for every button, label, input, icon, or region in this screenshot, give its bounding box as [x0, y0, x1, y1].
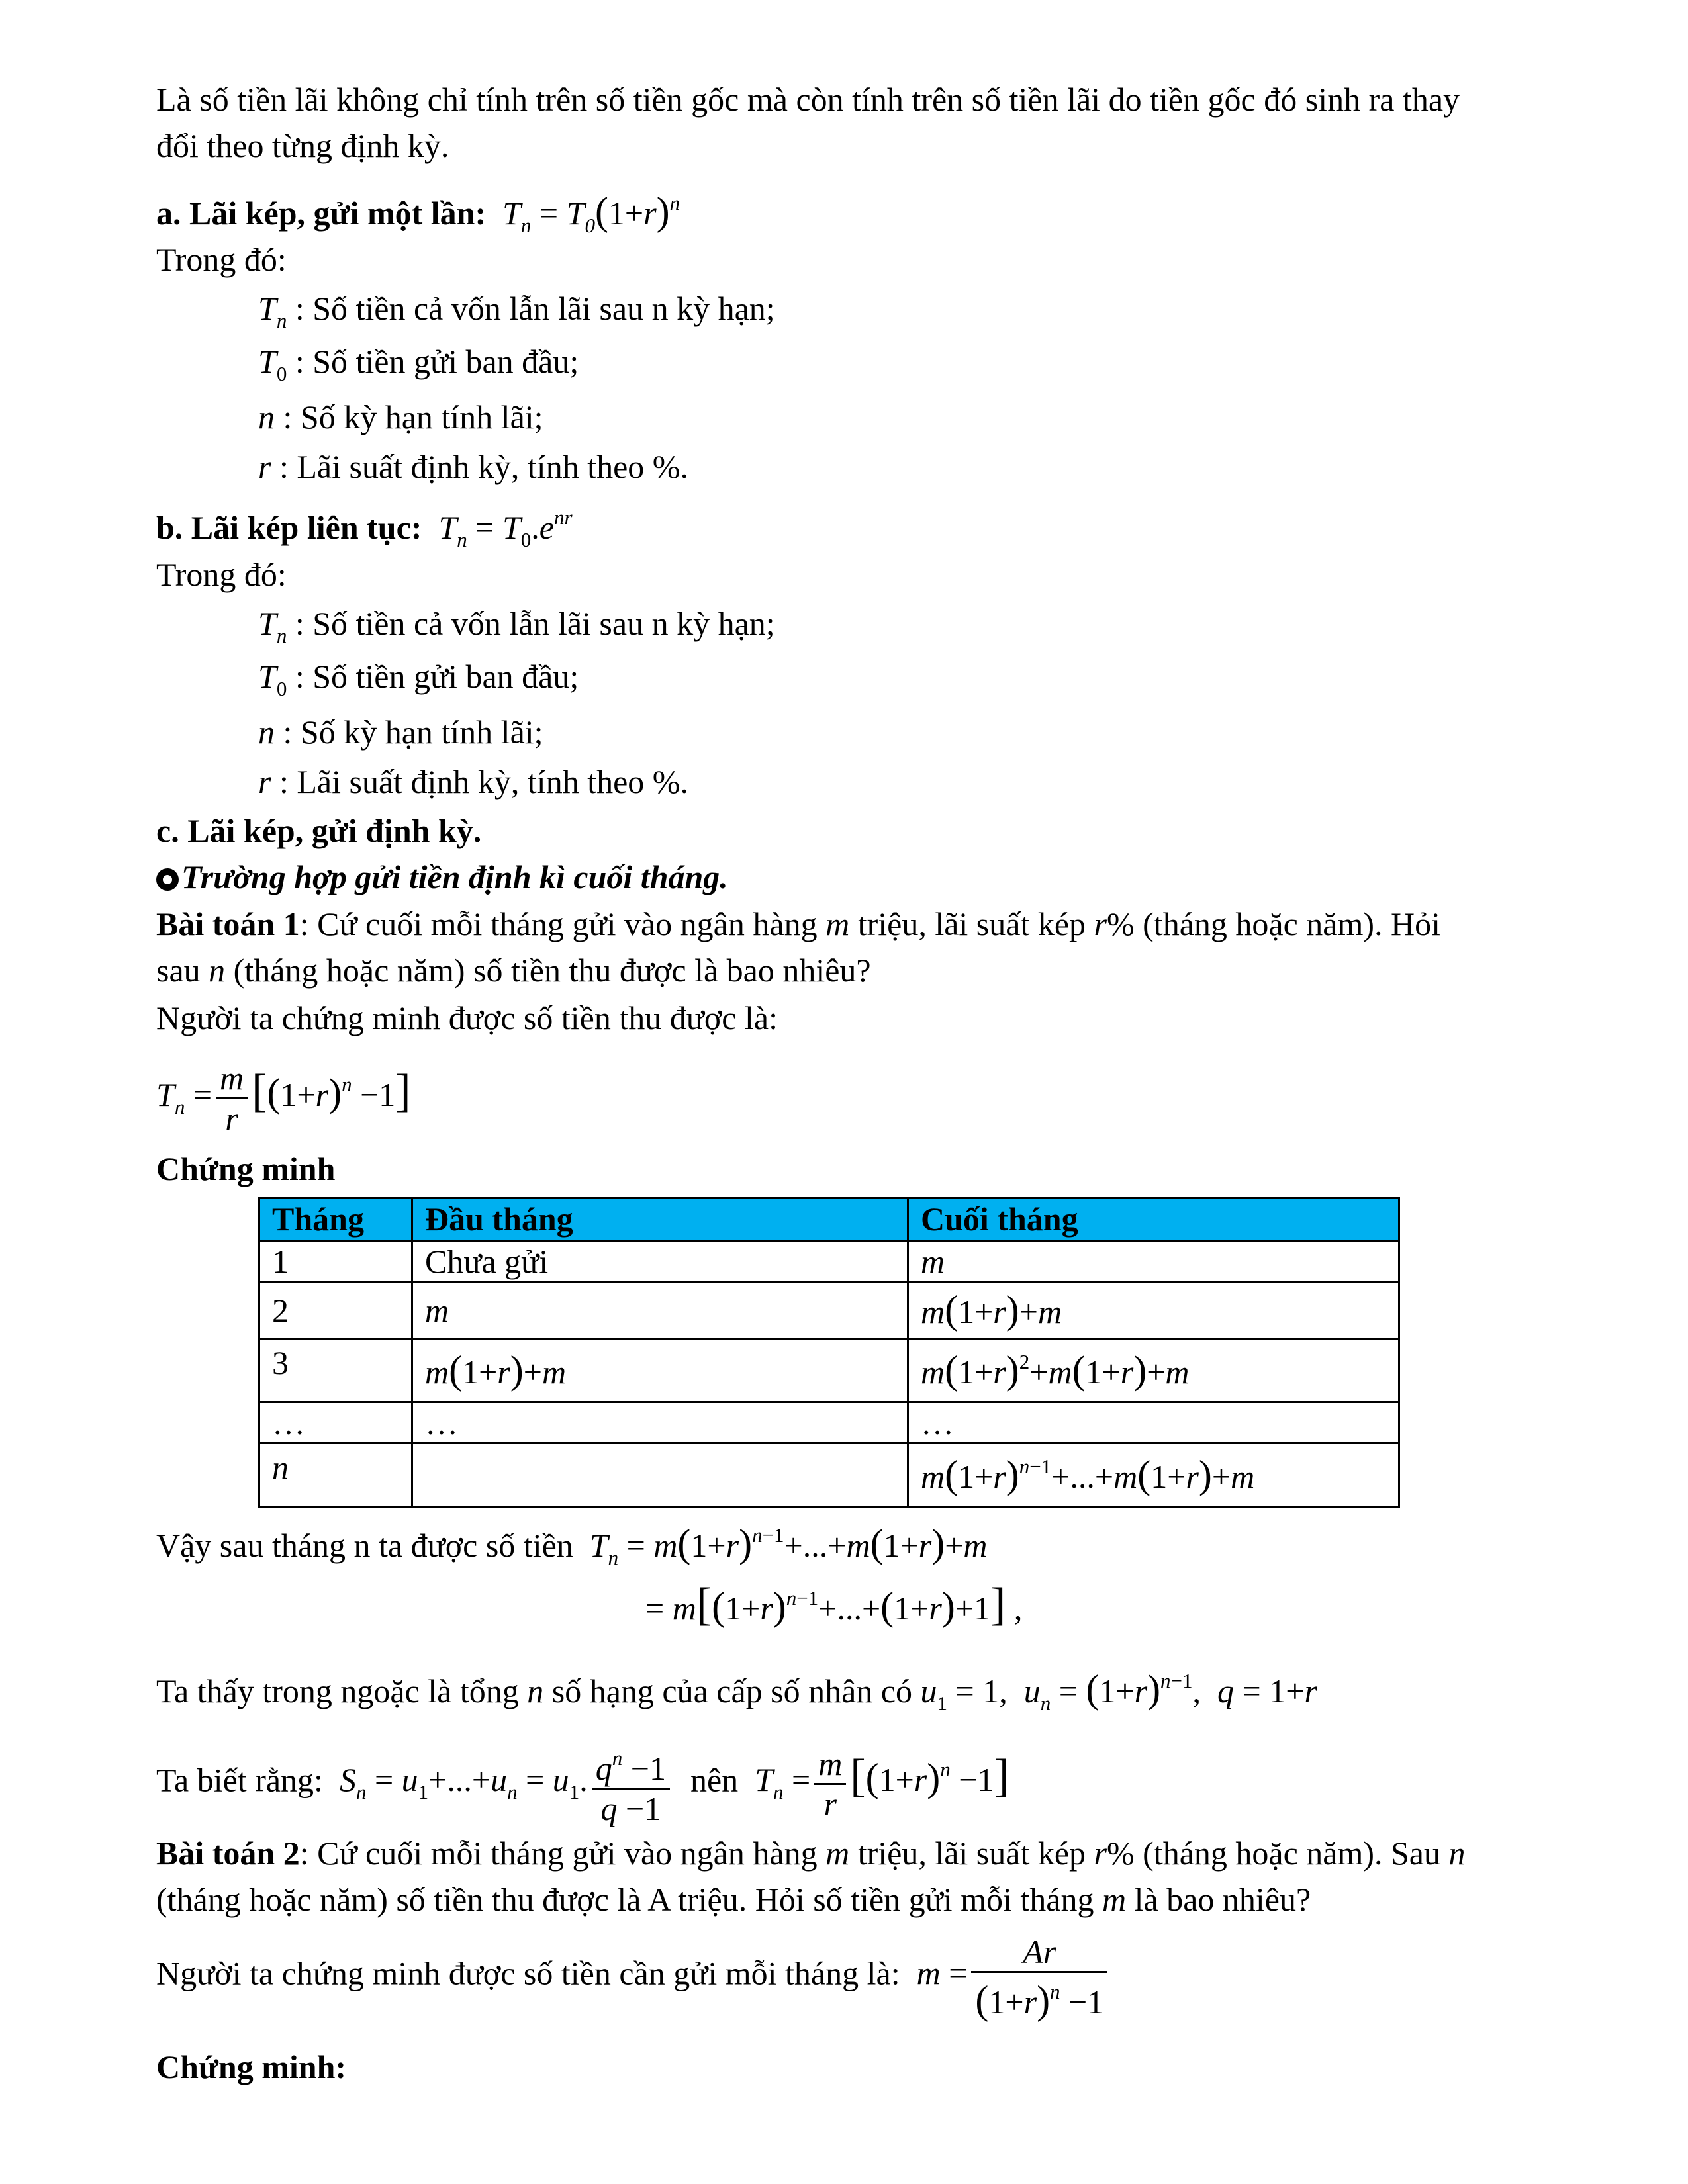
bai1-formula: $T_n$ = $\frac{m}{r}$ $[(1+r)^n -1]$: [156, 1060, 411, 1137]
table-cell: m(1+r)+m: [412, 1339, 908, 1402]
bai2-proof-heading: Chứng minh:: [156, 2048, 347, 2085]
bai1-proof-heading: Chứng minh: [156, 1150, 336, 1187]
bai2-label: Bài toán 2: [156, 1835, 300, 1872]
section-b-formula: $T_n = T_0.e^{nr}$: [430, 506, 573, 551]
table-cell: Chưa gửi: [412, 1241, 908, 1282]
intro-line-2: đổi theo từng định kỳ.: [156, 127, 449, 164]
section-a-def-t0: $T_0$ : Số tiền gửi ban đầu;: [258, 343, 579, 385]
section-b-def-t0: $T_0$ : Số tiền gửi ban đầu;: [258, 658, 579, 700]
table-cell: …: [259, 1402, 412, 1443]
intro-line-1: Là số tiền lãi không chỉ tính trên số tiền gốc mà còn tính trên số tiền lãi do tiền gốc đó sinh ra thay: [156, 81, 1460, 118]
section-b-heading: b. Lãi kép liên tục: [156, 509, 411, 546]
proof-table: [258, 1197, 1400, 1508]
section-c-case-line: [156, 857, 728, 897]
table-cell: [412, 1443, 908, 1507]
section-b-trong-do: Trong đó:: [156, 556, 287, 593]
bai2-claim: Người ta chứng minh được số tiền cần gửi mỗi tháng là:: [156, 1954, 900, 1992]
section-a-heading: a. Lãi kép, gửi một lần: [156, 195, 475, 232]
table-cell: m(1+r)+m: [908, 1282, 1399, 1339]
section-a-heading-line: a. Lãi kép, gửi một lần: $T_n = T_0(1+r)^n$: [156, 189, 680, 237]
bai1-claim: Người ta chứng minh được số tiền thu được là:: [156, 999, 778, 1036]
table-cell: 2: [259, 1282, 412, 1339]
section-a-def-n: n : Số kỳ hạn tính lãi;: [258, 398, 543, 435]
bai2-line-2: (tháng hoặc năm) số tiền thu được là A triệu. Hỏi số tiền gửi mỗi tháng m là bao nhiêu?: [156, 1881, 1311, 1918]
table-cell: 3: [259, 1339, 412, 1402]
derivation-ta-thay: Ta thấy trong ngoặc là tổng n số hạng của cấp số nhân có $u_1 = 1$, $u_n = (1+r)^{n-1}$, q = 1+r: [156, 1667, 1317, 1715]
table-cell: m: [908, 1241, 1399, 1282]
section-a-def-r: r : Lãi suất định kỳ, tính theo %.: [258, 448, 688, 485]
section-b-def-r: r : Lãi suất định kỳ, tính theo %.: [258, 763, 688, 800]
bai2-line-1: Bài toán 2: Cứ cuối mỗi tháng gửi vào ngân hàng m triệu, lãi suất kép r% (tháng hoặc năm). Sau n: [156, 1835, 1466, 1872]
table-row: [259, 1443, 1399, 1507]
table-row: [259, 1282, 1399, 1339]
section-a-formula: $T_n = T_0(1+r)^n$: [494, 189, 680, 237]
section-b-def-tn: $T_n$ : Số tiền cả vốn lẫn lãi sau n kỳ hạn;: [258, 605, 775, 647]
table-cell: n: [259, 1443, 412, 1507]
table-cell: $m(1+r)^{n-1}+...+m(1+r)+m$: [908, 1443, 1399, 1507]
derivation-bracket: = $m[(1+r)^{n-1}+...+(1+r)+1]$ ,: [645, 1579, 1023, 1630]
table-cell: $m(1+r)^2+m(1+r)+m$: [908, 1339, 1399, 1402]
section-a-def-tn: $T_n$ : Số tiền cả vốn lẫn lãi sau n kỳ hạn;: [258, 290, 775, 332]
table-cell: m: [412, 1282, 908, 1339]
section-c-case: Trường hợp gửi tiền định kì cuối tháng.: [181, 858, 728, 895]
table-header-cuoi-thang: Cuối tháng: [908, 1198, 1399, 1241]
section-b-heading-line: b. Lãi kép liên tục: $T_n = T_0.e^{nr}$: [156, 506, 573, 551]
derivation-ta-biet: Ta biết rằng: $S_n = u_1+...+u_n = u_1$. $\frac{q^n -1}{q -1}$ nên $T_n$ = $\frac{m}{r}$ $[(1+r)^n -1]$: [156, 1745, 1009, 1827]
table-cell: …: [908, 1402, 1399, 1443]
table-row: [259, 1241, 1399, 1282]
table-header-dau-thang: Đầu tháng: [412, 1198, 908, 1241]
table-cell: …: [412, 1402, 908, 1443]
section-b-def-n: n : Số kỳ hạn tính lãi;: [258, 713, 543, 751]
section-a-trong-do: Trong đó:: [156, 241, 287, 278]
section-c-heading: c. Lãi kép, gửi định kỳ.: [156, 812, 482, 849]
bai1-line-1: Bài toán 1: Cứ cuối mỗi tháng gửi vào ngân hàng m triệu, lãi suất kép r% (tháng hoặc năm). Hỏi: [156, 905, 1441, 942]
table-row: [259, 1339, 1399, 1402]
table-cell: 1: [259, 1241, 412, 1282]
bai1-line-2: sau n (tháng hoặc năm) số tiền thu được là bao nhiêu?: [156, 952, 871, 989]
table-header-thang: Tháng: [259, 1198, 412, 1241]
circle-bullet-icon: [156, 868, 179, 891]
table-header-row: [259, 1198, 1399, 1241]
derivation-vay: Vậy sau tháng n ta được số tiền $T_n = m(1+r)^{n-1}+...+m(1+r)+m$: [156, 1522, 988, 1569]
bai2-claim-line: Người ta chứng minh được số tiền cần gửi mỗi tháng là: m = $\frac{Ar}{(1+r)^n -1}$: [156, 1933, 1111, 2021]
table-row: [259, 1402, 1399, 1443]
bai1-label: Bài toán 1: [156, 905, 300, 942]
